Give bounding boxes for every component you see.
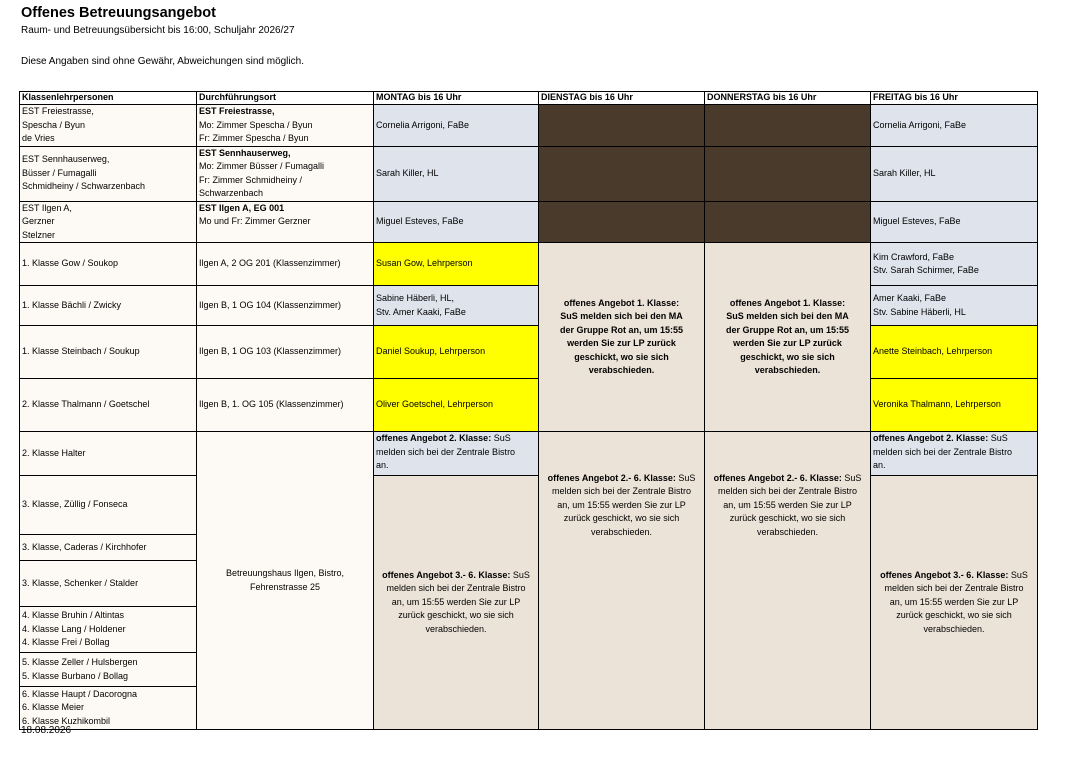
friday-second-class-note: offenes Angebot 2. Klasse: SuS melden sich bei der Zentrale Bistro an. (871, 432, 1038, 476)
teacher-cell: 5. Klasse Zeller / Hulsbergen 5. Klasse Burbano / Bollag (20, 653, 197, 687)
table-row (20, 201, 1038, 243)
teacher-cell: 1. Klasse Bächli / Zwicky (20, 286, 197, 326)
monday-cell: Miguel Esteves, FaBe (374, 201, 539, 243)
table-row (20, 243, 1038, 286)
table-row (20, 326, 1038, 379)
table-row (20, 432, 1038, 476)
betreuungshaus-location-cell: Betreuungshaus Ilgen, Bistro, Fehrenstrasse 25 (197, 432, 374, 730)
schedule-table (19, 91, 1038, 730)
tuesday-closed-cell (539, 201, 705, 243)
location-cell: EST Freiestrasse, Mo: Zimmer Spescha / Byun Fr: Zimmer Spescha / Byun (197, 105, 374, 147)
disclaimer: Diese Angaben sind ohne Gewähr, Abweichungen sind möglich. (21, 56, 304, 67)
col-header-location: Durchführungsort (197, 92, 374, 105)
monday-second-class-note: offenes Angebot 2. Klasse: SuS melden sich bei der Zentrale Bistro an. (374, 432, 539, 476)
teacher-cell: EST Ilgen A, Gerzner Stelzner (20, 201, 197, 243)
table-row (20, 105, 1038, 147)
teacher-cell: 3. Klasse, Züllig / Fonseca (20, 476, 197, 535)
table-row (20, 476, 1038, 535)
teacher-cell: 4. Klasse Bruhin / Altintas 4. Klasse Lang / Holdener 4. Klasse Frei / Bollag (20, 607, 197, 653)
tuesday-second-sixth-note: offenes Angebot 2.- 6. Klasse: SuS melden sich bei der Zentrale Bistro an, um 15:55 werden Sie zur LP zurück geschickt, wo sie sich verabschieden. (539, 432, 705, 730)
monday-cell: Sarah Killer, HL (374, 146, 539, 201)
thursday-closed-cell (705, 201, 871, 243)
thursday-first-class-note: offenes Angebot 1. Klasse: SuS melden sich bei den MA der Gruppe Rot an, um 15:55 werden Sie zur LP zurück geschickt, wo sie sich verabschieden. (705, 243, 871, 432)
monday-cell: Susan Gow, Lehrperson (374, 243, 539, 286)
teacher-cell: EST Freiestrasse, Spescha / Byun de Vries (20, 105, 197, 147)
teacher-cell: 2. Klasse Halter (20, 432, 197, 476)
friday-cell: Kim Crawford, FaBe Stv. Sarah Schirmer, FaBe (871, 243, 1038, 286)
teacher-cell: 2. Klasse Thalmann / Goetschel (20, 379, 197, 432)
thursday-second-sixth-note: offenes Angebot 2.- 6. Klasse: SuS melden sich bei der Zentrale Bistro an, um 15:55 werden Sie zur LP zurück geschickt, wo sie sich verabschieden. (705, 432, 871, 730)
teacher-cell: 6. Klasse Haupt / Dacorogna 6. Klasse Meier 6. Klasse Kuzhikombil (20, 687, 197, 730)
col-header-monday: MONTAG bis 16 Uhr (374, 92, 539, 105)
monday-cell: Sabine Häberli, HL, Stv. Amer Kaaki, FaBe (374, 286, 539, 326)
friday-cell: Sarah Killer, HL (871, 146, 1038, 201)
col-header-tuesday: DIENSTAG bis 16 Uhr (539, 92, 705, 105)
location-cell: EST Ilgen A, EG 001 Mo und Fr: Zimmer Gerzner (197, 201, 374, 243)
monday-cell: Cornelia Arrigoni, FaBe (374, 105, 539, 147)
table-row (20, 379, 1038, 432)
table-row (20, 146, 1038, 201)
teacher-cell: 1. Klasse Steinbach / Soukup (20, 326, 197, 379)
col-header-friday: FREITAG bis 16 Uhr (871, 92, 1038, 105)
monday-third-sixth-note: offenes Angebot 3.- 6. Klasse: SuS melden sich bei der Zentrale Bistro an, um 15:55 werden Sie zur LP zurück geschickt, wo sie sich verabschieden. (374, 476, 539, 730)
header-row (20, 92, 1038, 105)
thursday-closed-cell (705, 146, 871, 201)
teacher-cell: 3. Klasse, Caderas / Kirchhofer (20, 535, 197, 561)
friday-cell: Cornelia Arrigoni, FaBe (871, 105, 1038, 147)
friday-third-sixth-note: offenes Angebot 3.- 6. Klasse: SuS melden sich bei der Zentrale Bistro an, um 15:55 werden Sie zur LP zurück geschickt, wo sie sich verabschieden. (871, 476, 1038, 730)
location-cell: Ilgen B, 1. OG 105 (Klassenzimmer) (197, 379, 374, 432)
teacher-cell: 3. Klasse, Schenker / Stalder (20, 561, 197, 607)
table-row (20, 286, 1038, 326)
tuesday-closed-cell (539, 146, 705, 201)
monday-cell: Oliver Goetschel, Lehrperson (374, 379, 539, 432)
location-cell: Ilgen B, 1 OG 103 (Klassenzimmer) (197, 326, 374, 379)
footer-date: 18.08.2026 (21, 725, 72, 736)
col-header-teachers: Klassenlehrpersonen (20, 92, 197, 105)
teacher-cell: EST Sennhauserweg, Büsser / Fumagalli Schmidheiny / Schwarzenbach (20, 146, 197, 201)
tuesday-closed-cell (539, 105, 705, 147)
monday-cell: Daniel Soukup, Lehrperson (374, 326, 539, 379)
friday-cell: Anette Steinbach, Lehrperson (871, 326, 1038, 379)
friday-cell: Miguel Esteves, FaBe (871, 201, 1038, 243)
friday-cell: Amer Kaaki, FaBe Stv. Sabine Häberli, HL (871, 286, 1038, 326)
friday-cell: Veronika Thalmann, Lehrperson (871, 379, 1038, 432)
location-cell: EST Sennhauserweg, Mo: Zimmer Büsser / Fumagalli Fr: Zimmer Schmidheiny / Schwarzenbach (197, 146, 374, 201)
page-subtitle: Raum- und Betreuungsübersicht bis 16:00, Schuljahr 2026/27 (21, 25, 295, 36)
page-title: Offenes Betreuungsangebot (21, 5, 216, 21)
location-cell: Ilgen A, 2 OG 201 (Klassenzimmer) (197, 243, 374, 286)
thursday-closed-cell (705, 105, 871, 147)
col-header-thursday: DONNERSTAG bis 16 Uhr (705, 92, 871, 105)
location-cell: Ilgen B, 1 OG 104 (Klassenzimmer) (197, 286, 374, 326)
teacher-cell: 1. Klasse Gow / Soukop (20, 243, 197, 286)
tuesday-first-class-note: offenes Angebot 1. Klasse: SuS melden sich bei den MA der Gruppe Rot an, um 15:55 werden Sie zur LP zurück geschickt, wo sie sich verabschieden. (539, 243, 705, 432)
